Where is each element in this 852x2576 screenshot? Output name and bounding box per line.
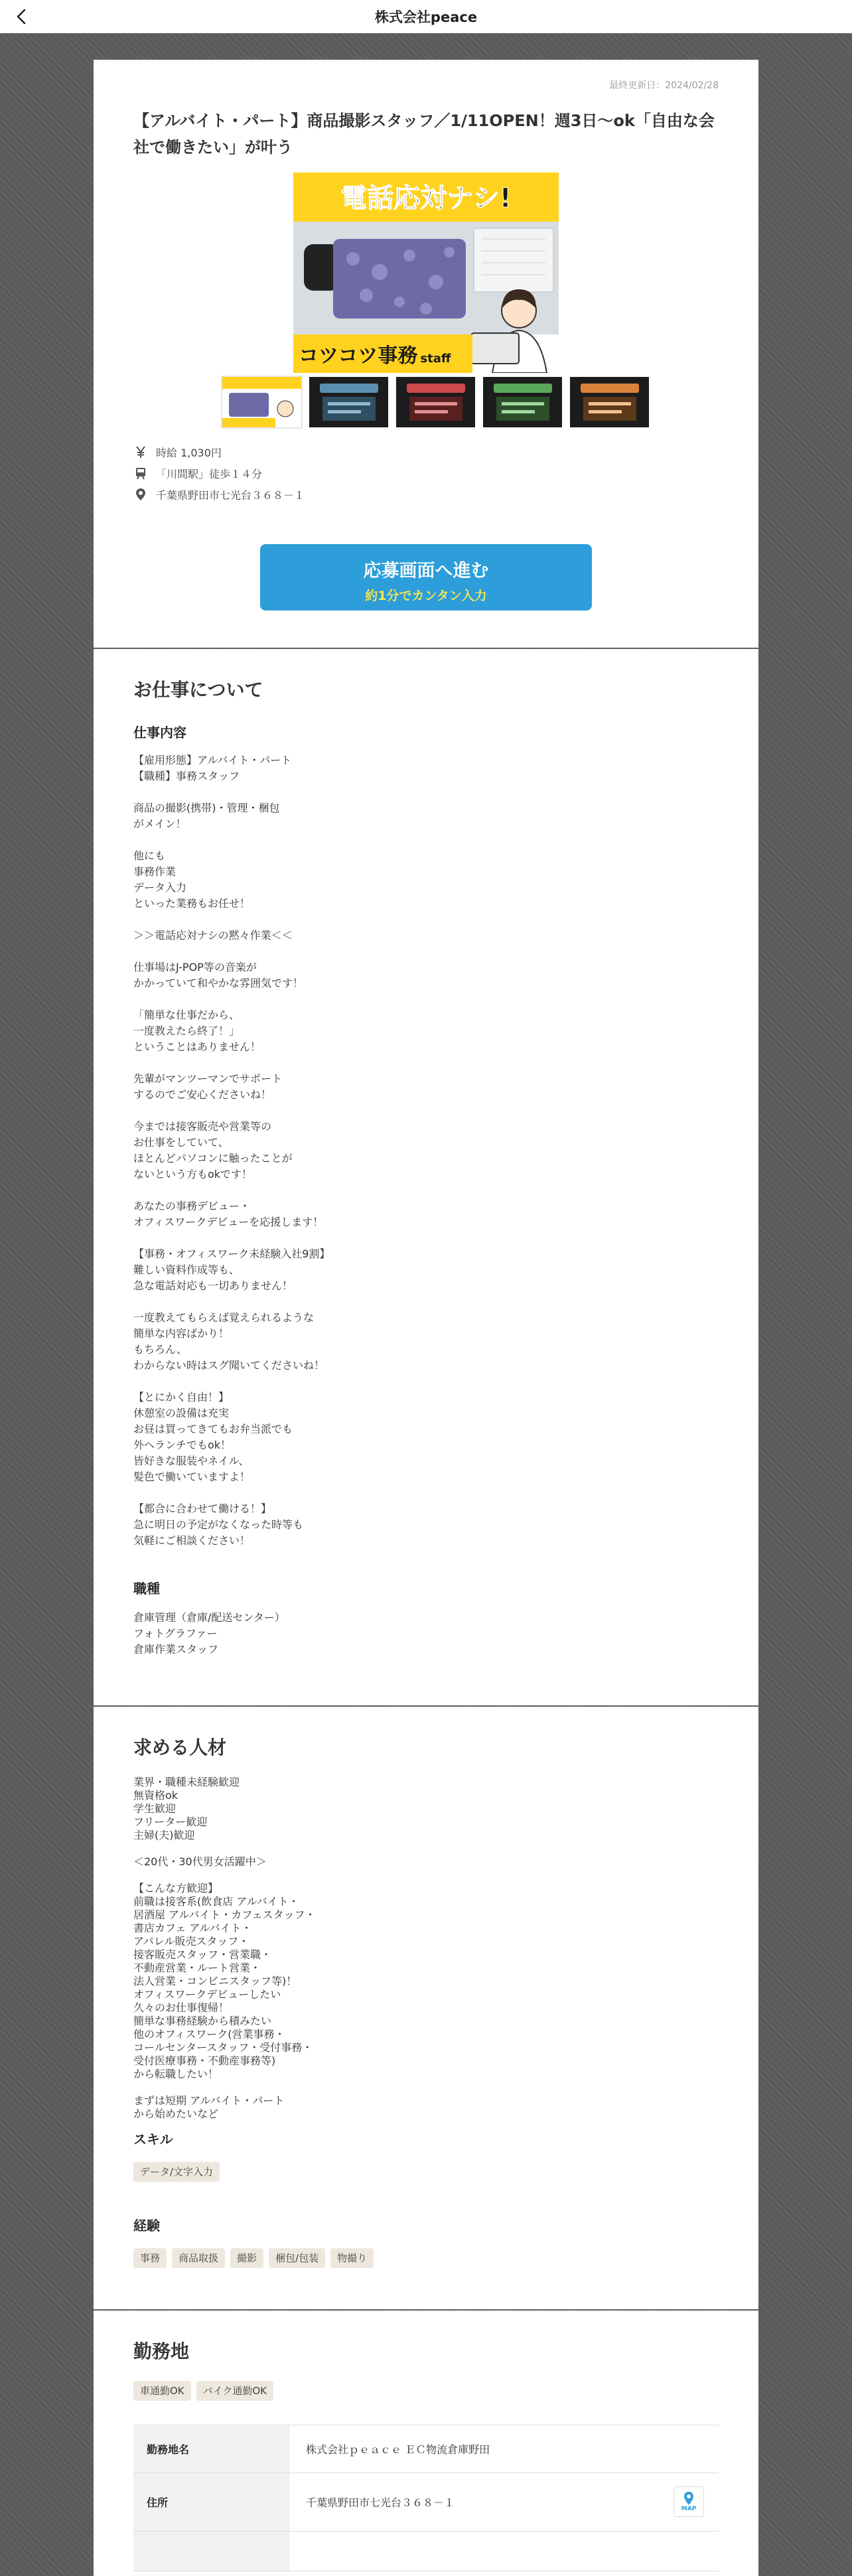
experience-tag: 事務 — [133, 2248, 167, 2268]
experience-tags — [133, 2248, 374, 2268]
commute-tag: バイク通勤OK — [196, 2381, 273, 2401]
thumbnail-1[interactable] — [221, 376, 303, 429]
thumbnail-4[interactable] — [482, 376, 563, 429]
location-row-name — [133, 2425, 719, 2473]
requirements-card — [94, 1707, 758, 2309]
location-address-cell — [290, 2473, 719, 2531]
location-row-address — [133, 2473, 719, 2532]
experience-tag: 商品取扱 — [172, 2248, 225, 2268]
skill-heading: スキル — [133, 2131, 173, 2147]
job-details-card — [94, 649, 758, 1705]
map-button-label: MAP — [681, 2506, 697, 2512]
chevron-left-icon — [11, 5, 33, 28]
wage-row — [133, 441, 305, 463]
location-value: 株式会社ｐｅａｃｅ ＥＣ物流倉庫野田 — [306, 2443, 490, 2456]
thumbnail-image — [570, 377, 649, 427]
back-button[interactable] — [11, 5, 33, 28]
map-button[interactable] — [674, 2486, 704, 2517]
location-card — [94, 2311, 758, 2576]
commute-tags — [133, 2381, 273, 2401]
thumbnail-5[interactable] — [569, 376, 650, 429]
commute-tag: 車通勤OK — [133, 2381, 191, 2401]
main-image-headline: 電話応対ナシ! — [340, 183, 512, 214]
location-row-extra — [133, 2532, 719, 2571]
experience-tag: 物撮り — [330, 2248, 374, 2268]
job-title: 【アルバイト・パート】商品撮影スタッフ／1/11OPEN！週3日〜ok「自由な会社で働きたい」が叶う — [133, 111, 715, 157]
thumbnail-image — [396, 377, 475, 427]
section-heading-location: 勤務地 — [133, 2340, 190, 2362]
experience-heading: 経験 — [133, 2218, 160, 2234]
yen-icon — [133, 445, 148, 459]
thumbnail-3[interactable] — [395, 376, 476, 429]
location-pin-icon — [133, 487, 148, 502]
experience-tag: 撮影 — [230, 2248, 263, 2268]
skill-tag: データ/文字入力 — [133, 2162, 220, 2182]
skill-tags — [133, 2162, 220, 2182]
thumbnail-2[interactable] — [308, 376, 390, 429]
location-label: 住所 — [133, 2473, 290, 2531]
location-value — [290, 2532, 719, 2571]
location-label: 勤務地名 — [133, 2425, 290, 2472]
station-row — [133, 463, 305, 484]
address-row — [133, 484, 305, 505]
requirements-text: 業界・職種未経験歓迎 無資格ok 学生歓迎 フリーター歓迎 主婦(夫)歓迎 ＜20代・30代男女活躍中＞ 【こんな方歓迎】 前職は接客系(飲食店 アルバイト・ 居酒屋 アルバイト・カフェスタッフ・ 書店カフェ アルバイト・ アパレル販売スタッフ・ 接客販売スタッフ・営業職・ 不動産営業・ルート営業・ 法人営業・コンビニスタッフ等)！ オフィスワークデビューしたい 久々のお仕事復帰！ 簡単な事務経験から積みたい 他のオフィスワーク(営業事務・ コールセンタースタッフ・受付事務・ 受付医療事務・不動産事務等) から転職したい！ まずは短期 アルバイト・パート から始めたいなど — [133, 1776, 316, 2120]
section-heading-about: お仕事について — [133, 679, 263, 701]
location-value: 千葉県野田市七光台３６８－１ — [306, 2496, 455, 2509]
wage-text: 時給 1,030円 — [156, 446, 222, 459]
thumbnail-image — [222, 377, 301, 427]
main-image-caption-small: staff — [420, 352, 451, 366]
train-icon — [133, 466, 148, 480]
map-pin-icon — [682, 2491, 695, 2506]
thumbnail-strip — [221, 376, 646, 429]
location-table — [133, 2425, 719, 2571]
top-bar — [0, 0, 852, 33]
apply-button-label: 応募画面へ進む — [363, 561, 489, 581]
thumbnail-image — [483, 377, 562, 427]
job-summary-card — [94, 60, 758, 648]
job-info-list — [133, 441, 305, 505]
location-label — [133, 2532, 290, 2571]
main-image-caption: コツコツ事務 — [299, 344, 418, 368]
thumbnail-image — [309, 377, 388, 427]
apply-button[interactable] — [260, 544, 592, 610]
job-category-heading: 職種 — [133, 1581, 160, 1597]
last-updated: 最終更新日：2024/02/28 — [609, 80, 719, 91]
job-content-heading: 仕事内容 — [133, 725, 186, 741]
apply-button-sublabel: 約1分でカンタン入力 — [365, 589, 487, 603]
page-title: 株式会社peace — [374, 9, 478, 25]
section-heading-requirements: 求める人材 — [133, 1737, 227, 1758]
job-category-text: 倉庫管理（倉庫/配送センター） フォトグラファー 倉庫作業スタッフ — [133, 1611, 285, 1656]
experience-tag: 梱包/包装 — [269, 2248, 325, 2268]
station-text: 「川間駅」徒歩１４分 — [156, 467, 263, 480]
job-content-text: 【雇用形態】アルバイト・パート 【職種】事務スタッフ 商品の撮影(携帯)・管理・梱包 がメイン！ 他にも 事務作業 データ入力 といった業務もお任せ！ ＞＞電話応対ナシの黙々作業＜＜ 仕事場はJ-POP等の音楽が かかっていて和やかな雰囲気です！ 「簡単な仕事だから、 一度教えたら終了！」 ということはありません！ 先輩がマンツーマンでサポート するのでご安心くださいね！ 今までは接客販売や営業等の お仕事をしていて、 ほとんどパソコンに触ったことが ないという方もokです！ あなたの事務デビュー・ オフィスワークデビューを応援します！ 【事務・オフィスワーク未経験入社9割】 難しい資料作成等も、 急な電話対応も一切ありません！ 一度教えてもらえば覚えられるような 簡単な内容ばかり！ もちろん、 わからない時はスグ聞いてくださいね！ 【とにかく自由！】 休憩室の設備は充実 お昼は買ってきてもお弁当派でも 外ヘランチでもok！ 皆好きな服装やネイル、 髪色で働いていますよ！ 【都合に合わせて働ける！】 急に明日の予定がなくなった時等も 気軽にご相談ください！ — [133, 754, 330, 1547]
main-job-image[interactable] — [293, 173, 559, 373]
address-text: 千葉県野田市七光台３６８－１ — [156, 488, 305, 502]
